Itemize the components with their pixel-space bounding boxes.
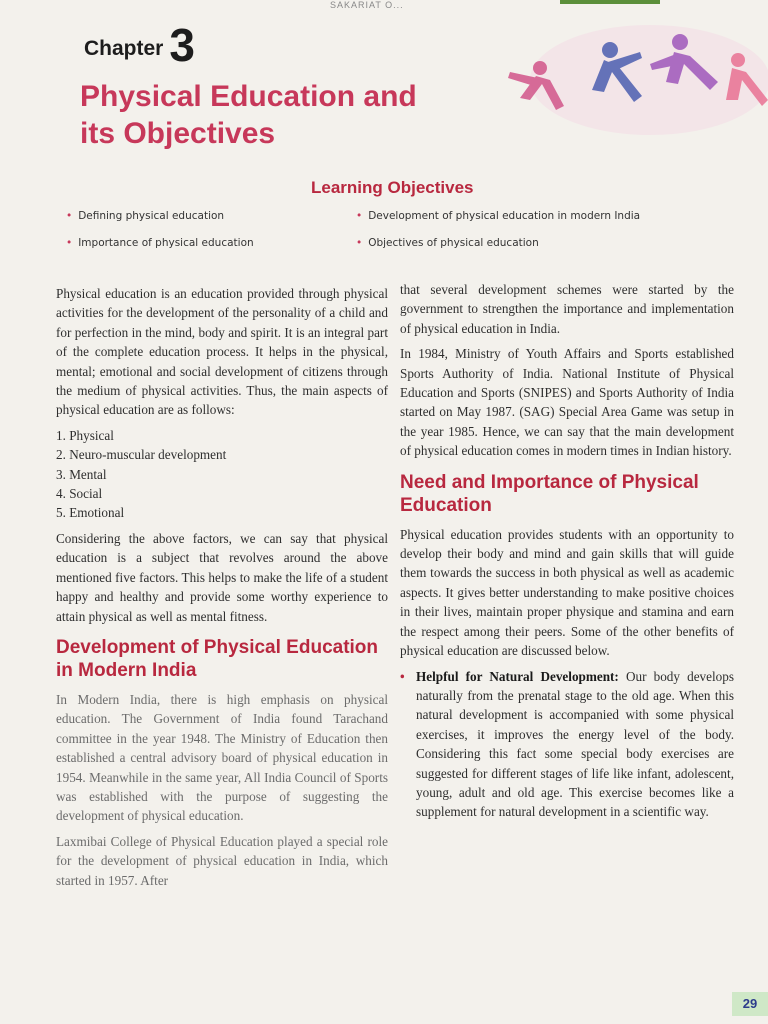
modern-india-paragraph: In Modern India, there is high emphasis on physical education. The Government of India found Tarachand committee in the year 1948. The Ministry of Education then established a central advisory board of physical education in 1954. Meanwhile in the same year, All India Council of Sports was established with the purpose of suggesting the development of physical education. — [56, 691, 388, 824]
benefit-title: Helpful for Natural Development: — [416, 668, 619, 684]
section-heading-need-importance: Need and Importance of Physical Education — [400, 471, 699, 516]
importance-paragraph: Physical education provides students with an opportunity to develop their body and mind and gain skills that will guide them towards the success in both physical as well as academic aspects. It gives better understanding to make positive choices in their lives, maintain proper physique and stamina and earn the respect among their peers. Some of the other benefits of physical education are discussed below. — [400, 526, 734, 659]
aspect-item: 1. Physical — [56, 427, 114, 443]
bullet-icon: • — [66, 237, 73, 249]
running-athletes-illustration — [500, 20, 768, 140]
header-accent-bar — [560, 0, 660, 4]
objective-item: • Objectives of physical education — [356, 237, 539, 249]
schemes-paragraph: that several development schemes were started by the government to strengthen the importance and implementation of physical education in India. — [400, 282, 734, 336]
page-number: 29 — [732, 992, 768, 1016]
objective-item: • Defining physical education — [66, 210, 225, 222]
chapter-word: Chapter — [84, 37, 164, 60]
chapter-label — [84, 18, 195, 72]
objective-item: • Importance of physical education — [66, 237, 254, 249]
left-column — [56, 284, 388, 896]
benefit-item — [400, 667, 734, 822]
summary-paragraph: Considering the above factors, we can say that physical education is a subject that revolves around the above mentioned five factors. This helps to make the life of a student happy and healthy and provide some worthy experience to attain physical as well as mental fitness. — [56, 530, 388, 624]
intro-paragraph: Physical education is an education provided through physical activities for the development of the personality of a child and for perfection in the mind, body and spirit. It is an integral part of the complete education process. It helps in the physical, mental; emotional and social development of citizens through the medium of physical activities. Thus, the main aspects of physical education are as follows: — [56, 286, 388, 418]
learning-objectives-heading: Learning Objectives — [311, 178, 474, 197]
bullet-icon: • — [66, 210, 73, 222]
sports-authority-paragraph: In 1984, Ministry of Youth Affairs and Sports established Sports Authority of India. National Institute of Physical Education and Sports (SNIPES) and Sports Authority of India started on May 1987. (SAG) Special Area Game was setup in the year 1985. Hence, we can say that the main development of physical education comes in modern times in Indian history. — [400, 346, 734, 459]
right-column — [400, 280, 734, 822]
section-heading-development: Development of Physical Education in Modern India — [56, 636, 379, 681]
objective-item: • Development of physical education in modern India — [356, 210, 641, 222]
aspects-list — [56, 426, 388, 523]
bullet-icon: • — [356, 210, 363, 222]
bullet-icon: • — [356, 237, 363, 249]
laxmibai-paragraph: Laxmibai College of Physical Education played a special role for the development of physical education in India, which started in 1957. After — [56, 833, 388, 888]
aspect-item: 3. Mental — [56, 466, 107, 482]
aspect-item: 4. Social — [56, 486, 103, 502]
chapter-title — [80, 78, 510, 152]
aspect-item: 5. Emotional — [56, 505, 125, 521]
benefit-text: Our body develops naturally from the prenatal stage to the old age. When this natural development is accompanied with some physical exercises, it improves the energy level of the body. Considering this fact some special body exercises are suggested for different stages of life like infant, adolescent, young, adult and old age. This exercise becomes like a supplement for natural development in a scientific way. — [416, 668, 734, 820]
running-header: SAKARIAT O... — [330, 0, 404, 8]
chapter-title-line-2: its Objectives — [80, 117, 276, 150]
chapter-number: 3 — [169, 19, 195, 71]
bullet-icon: • — [400, 668, 405, 684]
aspect-item: 2. Neuro-muscular development — [56, 447, 227, 463]
chapter-title-line-1: Physical Education and — [80, 80, 417, 113]
